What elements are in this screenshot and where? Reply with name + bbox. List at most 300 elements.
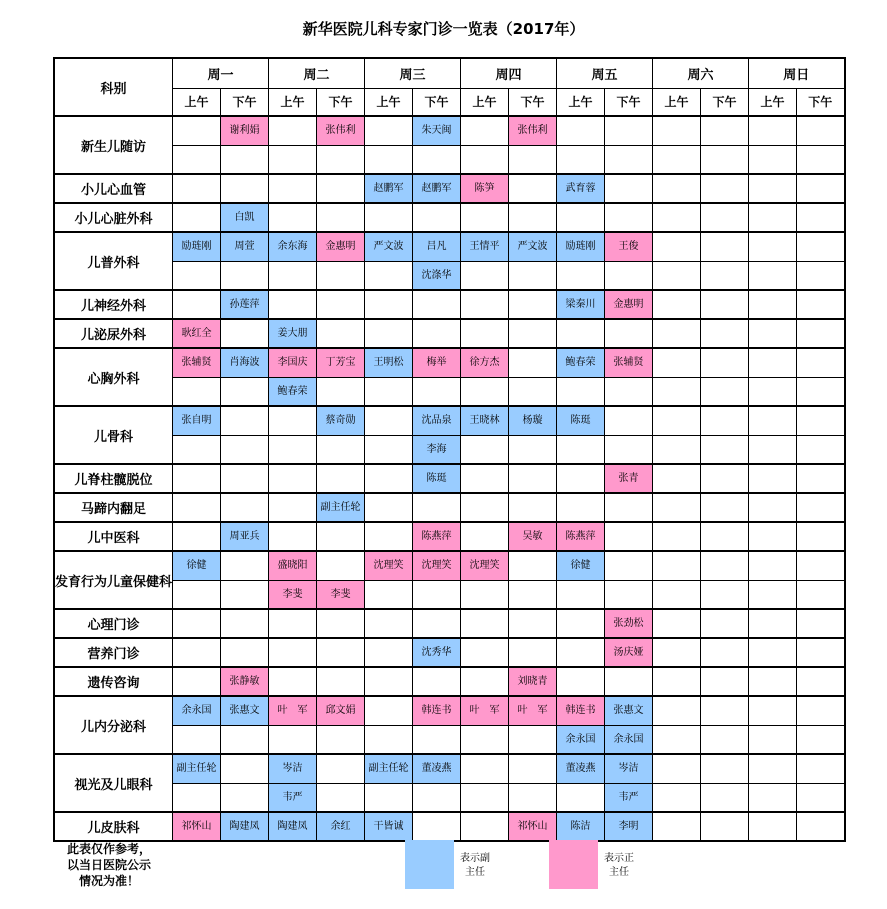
department-label: 视光及儿眼科 [74, 777, 153, 793]
department-name [54, 667, 173, 696]
schedule-cell [365, 406, 413, 435]
schedule-cell [509, 261, 557, 290]
am-header: 上午 [269, 88, 317, 116]
department-label: 营养门诊 [87, 647, 140, 662]
schedule-cell [461, 377, 509, 406]
schedule-cell: 丁芳宝 [317, 348, 365, 377]
department-row [54, 667, 845, 696]
schedule-cell [461, 290, 509, 319]
schedule-cell [173, 609, 221, 638]
schedule-cell [797, 377, 845, 406]
schedule-cell: 武育蓉 [557, 174, 605, 203]
schedule-cell [317, 464, 365, 493]
schedule-cell: 陶建凤 [269, 812, 317, 841]
schedule-cell: 叶 军 [461, 696, 509, 725]
schedule-cell: 赵鹏军 [413, 174, 461, 203]
schedule-cell [653, 580, 701, 609]
schedule-cell [653, 435, 701, 464]
schedule-cell: 张辅贤 [173, 348, 221, 377]
schedule-cell [365, 783, 413, 812]
day-header-tue: 周二 [269, 58, 365, 88]
schedule-cell: 余永国 [557, 725, 605, 754]
schedule-cell [749, 174, 797, 203]
schedule-cell [557, 580, 605, 609]
schedule-cell [701, 464, 749, 493]
schedule-cell [557, 116, 605, 145]
schedule-cell [413, 667, 461, 696]
schedule-cell [701, 783, 749, 812]
department-row [54, 116, 845, 145]
schedule-cell: 吴敏 [509, 522, 557, 551]
schedule-cell: 李斐 [269, 580, 317, 609]
department-name [54, 203, 173, 232]
department-row [54, 580, 845, 609]
schedule-cell [269, 493, 317, 522]
schedule-cell [605, 319, 653, 348]
department-label: 儿普外科 [87, 255, 140, 271]
schedule-cell [269, 116, 317, 145]
schedule-cell [797, 116, 845, 145]
schedule-cell [701, 435, 749, 464]
schedule-cell: 白凯 [221, 203, 269, 232]
schedule-cell [317, 435, 365, 464]
schedule-cell [701, 638, 749, 667]
schedule-cell [461, 580, 509, 609]
schedule-cell: 蔡奇勋 [317, 406, 365, 435]
schedule-cell [797, 725, 845, 754]
schedule-cell: 严文波 [509, 232, 557, 261]
schedule-cell [317, 377, 365, 406]
schedule-cell: 陶建凤 [221, 812, 269, 841]
schedule-cell: 沈理笑 [461, 551, 509, 580]
schedule-cell: 张辅贤 [605, 348, 653, 377]
department-name [54, 174, 173, 203]
schedule-cell: 副主任轮 [173, 754, 221, 783]
schedule-cell [365, 667, 413, 696]
schedule-cell [653, 319, 701, 348]
schedule-cell [749, 638, 797, 667]
disclaimer-line: 以当日医院公示 [66, 858, 151, 872]
header-half-row [54, 88, 845, 116]
schedule-cell [749, 464, 797, 493]
schedule-cell [509, 145, 557, 174]
am-header: 上午 [653, 88, 701, 116]
schedule-cell [701, 290, 749, 319]
schedule-cell: 韩连书 [557, 696, 605, 725]
schedule-cell [269, 435, 317, 464]
schedule-cell [509, 638, 557, 667]
department-name [54, 812, 173, 841]
schedule-cell [653, 348, 701, 377]
schedule-cell [653, 667, 701, 696]
schedule-cell [797, 493, 845, 522]
schedule-cell [317, 145, 365, 174]
schedule-cell [653, 609, 701, 638]
schedule-cell [701, 348, 749, 377]
schedule-cell [605, 667, 653, 696]
schedule-cell [269, 638, 317, 667]
schedule-cell: 励琏刚 [557, 232, 605, 261]
schedule-cell [461, 116, 509, 145]
schedule-cell [269, 261, 317, 290]
department-name [54, 406, 173, 464]
schedule-cell [749, 145, 797, 174]
schedule-cell [749, 725, 797, 754]
department-row [54, 290, 845, 319]
legend-pink-label [599, 852, 639, 880]
department-row [54, 348, 845, 377]
schedule-cell [701, 377, 749, 406]
schedule-cell: 李国庆 [269, 348, 317, 377]
schedule-cell: 干皆诚 [365, 812, 413, 841]
schedule-cell [365, 290, 413, 319]
schedule-cell: 梁秦川 [557, 290, 605, 319]
schedule-cell [317, 290, 365, 319]
schedule-cell [797, 406, 845, 435]
schedule-cell [557, 145, 605, 174]
schedule-cell [749, 348, 797, 377]
schedule-cell: 沈涤华 [413, 261, 461, 290]
schedule-cell [173, 290, 221, 319]
schedule-cell [365, 435, 413, 464]
schedule-cell [797, 667, 845, 696]
legend-pink-line: 主任 [609, 867, 629, 878]
schedule-cell [557, 319, 605, 348]
schedule-cell: 余红 [317, 812, 365, 841]
disclaimer-line: 情况为准！ [78, 874, 139, 888]
schedule-cell [317, 551, 365, 580]
schedule-cell [701, 725, 749, 754]
schedule-cell [221, 145, 269, 174]
schedule-cell [653, 116, 701, 145]
department-name [54, 493, 173, 522]
schedule-cell [461, 145, 509, 174]
schedule-cell [461, 638, 509, 667]
schedule-cell [797, 580, 845, 609]
schedule-cell [749, 406, 797, 435]
schedule-cell [509, 754, 557, 783]
schedule-cell: 叶 军 [269, 696, 317, 725]
schedule-cell [461, 812, 509, 841]
schedule-cell [701, 609, 749, 638]
department-label: 儿皮肤科 [87, 821, 140, 836]
schedule-cell: 王晓林 [461, 406, 509, 435]
schedule-cell [269, 406, 317, 435]
schedule-cell [701, 319, 749, 348]
schedule-cell [269, 609, 317, 638]
schedule-cell [749, 696, 797, 725]
department-label: 儿内分泌科 [81, 719, 147, 735]
schedule-cell [749, 551, 797, 580]
am-header: 上午 [461, 88, 509, 116]
schedule-cell: 姜大朋 [269, 319, 317, 348]
schedule-cell: 周亚兵 [221, 522, 269, 551]
schedule-cell [557, 261, 605, 290]
schedule-cell [365, 377, 413, 406]
pm-header: 下午 [413, 88, 461, 116]
schedule-cell [797, 551, 845, 580]
department-label: 儿骨科 [94, 429, 134, 445]
schedule-cell [701, 667, 749, 696]
schedule-cell [749, 754, 797, 783]
department-name [54, 551, 173, 609]
schedule-cell [365, 522, 413, 551]
schedule-cell [653, 290, 701, 319]
schedule-cell [653, 464, 701, 493]
schedule-cell: 励琏刚 [173, 232, 221, 261]
pm-header: 下午 [221, 88, 269, 116]
schedule-cell: 沈品泉 [413, 406, 461, 435]
department-label: 儿神经外科 [81, 299, 147, 314]
schedule-table [53, 57, 846, 842]
department-label: 新生儿随访 [81, 139, 147, 155]
schedule-cell [557, 638, 605, 667]
department-label: 儿脊柱髋脱位 [74, 473, 153, 488]
schedule-cell: 张惠文 [221, 696, 269, 725]
schedule-cell [221, 580, 269, 609]
schedule-cell [701, 203, 749, 232]
schedule-cell [269, 725, 317, 754]
schedule-cell [221, 464, 269, 493]
schedule-cell [221, 435, 269, 464]
schedule-cell [509, 725, 557, 754]
schedule-cell [317, 203, 365, 232]
department-header: 科别 [54, 58, 173, 116]
schedule-cell [221, 609, 269, 638]
schedule-cell [605, 145, 653, 174]
schedule-cell [221, 493, 269, 522]
department-name [54, 319, 173, 348]
schedule-cell [557, 435, 605, 464]
day-header-sat: 周六 [653, 58, 749, 88]
schedule-cell [701, 116, 749, 145]
schedule-cell: 张自明 [173, 406, 221, 435]
schedule-cell [173, 145, 221, 174]
schedule-cell [365, 203, 413, 232]
schedule-cell: 赵鹏军 [365, 174, 413, 203]
schedule-cell [653, 638, 701, 667]
schedule-cell: 鲍春荣 [269, 377, 317, 406]
schedule-cell [653, 145, 701, 174]
legend-pink-line: 表示正 [604, 853, 634, 864]
schedule-cell [173, 725, 221, 754]
schedule-cell: 韦严 [605, 783, 653, 812]
schedule-cell [173, 377, 221, 406]
schedule-cell [509, 609, 557, 638]
schedule-cell [701, 754, 749, 783]
schedule-cell [365, 725, 413, 754]
schedule-cell [653, 377, 701, 406]
pm-header: 下午 [605, 88, 653, 116]
schedule-cell [797, 812, 845, 841]
schedule-cell [797, 522, 845, 551]
schedule-cell: 朱天闽 [413, 116, 461, 145]
schedule-cell: 徐方杰 [461, 348, 509, 377]
schedule-cell: 张劲松 [605, 609, 653, 638]
schedule-cell [461, 261, 509, 290]
schedule-cell: 岑洁 [269, 754, 317, 783]
schedule-cell [173, 667, 221, 696]
am-header: 上午 [557, 88, 605, 116]
schedule-cell [413, 203, 461, 232]
schedule-cell [461, 725, 509, 754]
department-label: 儿中医科 [87, 531, 140, 546]
schedule-cell: 严文波 [365, 232, 413, 261]
schedule-cell [413, 319, 461, 348]
schedule-cell [749, 667, 797, 696]
schedule-cell: 陈笋 [461, 174, 509, 203]
department-row [54, 232, 845, 261]
department-name [54, 522, 173, 551]
department-label: 遗传咨询 [87, 676, 140, 691]
schedule-cell [797, 145, 845, 174]
schedule-cell [317, 638, 365, 667]
schedule-cell [365, 116, 413, 145]
legend-blue-line: 表示副 [460, 853, 490, 864]
schedule-cell [605, 377, 653, 406]
schedule-cell [653, 551, 701, 580]
schedule-cell [509, 551, 557, 580]
schedule-cell: 韦严 [269, 783, 317, 812]
schedule-cell [653, 783, 701, 812]
schedule-cell [221, 261, 269, 290]
schedule-cell [317, 609, 365, 638]
schedule-cell [797, 609, 845, 638]
schedule-cell: 陈燕萍 [557, 522, 605, 551]
schedule-cell [557, 783, 605, 812]
schedule-cell [461, 319, 509, 348]
schedule-cell: 王情平 [461, 232, 509, 261]
department-name [54, 609, 173, 638]
department-row [54, 783, 845, 812]
schedule-cell [701, 522, 749, 551]
schedule-cell [461, 783, 509, 812]
department-name [54, 290, 173, 319]
department-row [54, 435, 845, 464]
day-header-wed: 周三 [365, 58, 461, 88]
schedule-cell [557, 377, 605, 406]
schedule-cell [557, 609, 605, 638]
schedule-cell [173, 174, 221, 203]
legend-blue-swatch [405, 840, 454, 889]
schedule-cell: 肖海波 [221, 348, 269, 377]
schedule-cell [317, 522, 365, 551]
department-name [54, 754, 173, 812]
schedule-cell [461, 609, 509, 638]
department-name [54, 696, 173, 754]
schedule-cell [221, 377, 269, 406]
department-row [54, 696, 845, 725]
department-label: 小儿心血管 [81, 183, 147, 198]
schedule-cell [749, 261, 797, 290]
department-label: 小儿心脏外科 [74, 212, 153, 227]
schedule-cell: 吕凡 [413, 232, 461, 261]
schedule-cell [317, 319, 365, 348]
schedule-cell [173, 493, 221, 522]
schedule-cell: 沈理笑 [413, 551, 461, 580]
department-label: 儿泌尿外科 [81, 328, 147, 343]
schedule-cell: 陈燕萍 [413, 522, 461, 551]
day-header-sun: 周日 [749, 58, 845, 88]
schedule-cell [653, 174, 701, 203]
schedule-cell [605, 435, 653, 464]
schedule-cell [797, 174, 845, 203]
department-row [54, 261, 845, 290]
schedule-cell [413, 290, 461, 319]
pm-header: 下午 [317, 88, 365, 116]
schedule-cell: 副主任轮 [317, 493, 365, 522]
legend-blue-label [455, 852, 495, 880]
schedule-cell [221, 551, 269, 580]
schedule-cell: 金惠明 [317, 232, 365, 261]
department-row [54, 812, 845, 841]
legend-pink-swatch [549, 840, 598, 889]
schedule-cell [317, 754, 365, 783]
schedule-cell [797, 261, 845, 290]
department-row [54, 551, 845, 580]
disclaimer-note [57, 841, 161, 889]
page-title: 新华医院儿科专家门诊一览表（2017年） [302, 20, 585, 38]
schedule-cell [269, 145, 317, 174]
schedule-cell [749, 290, 797, 319]
schedule-cell [269, 667, 317, 696]
schedule-cell [749, 493, 797, 522]
schedule-cell [653, 522, 701, 551]
schedule-cell [173, 203, 221, 232]
schedule-cell [509, 493, 557, 522]
schedule-cell [413, 580, 461, 609]
schedule-cell [653, 203, 701, 232]
schedule-cell: 余永国 [173, 696, 221, 725]
schedule-cell [173, 261, 221, 290]
schedule-cell [365, 696, 413, 725]
schedule-cell [749, 812, 797, 841]
schedule-cell: 岑洁 [605, 754, 653, 783]
schedule-cell [749, 203, 797, 232]
schedule-cell [269, 203, 317, 232]
department-label: 心理门诊 [87, 618, 140, 633]
legend-blue-line: 主任 [465, 867, 485, 878]
schedule-cell: 陈珽 [413, 464, 461, 493]
schedule-cell: 耿红全 [173, 319, 221, 348]
schedule-cell [605, 522, 653, 551]
department-label: 发育行为儿童保健科 [55, 574, 173, 590]
schedule-cell: 余永国 [605, 725, 653, 754]
department-row [54, 638, 845, 667]
schedule-cell [557, 493, 605, 522]
schedule-cell [797, 783, 845, 812]
schedule-cell [365, 638, 413, 667]
schedule-cell [797, 319, 845, 348]
schedule-cell [221, 174, 269, 203]
schedule-cell [605, 203, 653, 232]
schedule-cell [173, 116, 221, 145]
schedule-cell [461, 754, 509, 783]
schedule-cell [461, 667, 509, 696]
schedule-cell [221, 406, 269, 435]
schedule-cell [557, 203, 605, 232]
schedule-cell [173, 638, 221, 667]
schedule-cell [509, 319, 557, 348]
schedule-cell [269, 522, 317, 551]
schedule-cell [413, 145, 461, 174]
schedule-cell [173, 783, 221, 812]
schedule-cell [365, 464, 413, 493]
schedule-cell: 韩连书 [413, 696, 461, 725]
am-header: 上午 [173, 88, 221, 116]
schedule-cell: 张伟利 [317, 116, 365, 145]
schedule-cell: 祁怀山 [173, 812, 221, 841]
